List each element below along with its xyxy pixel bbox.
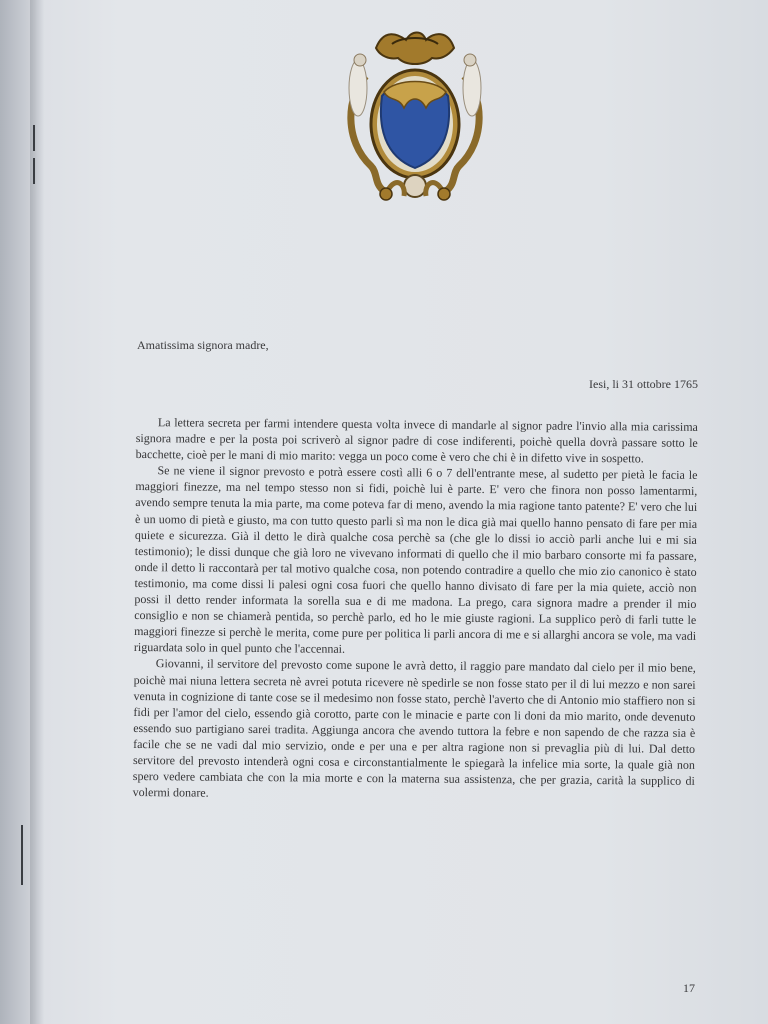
letter-salutation: Amatissima signora madre,: [137, 338, 269, 352]
binding-mark: [33, 125, 35, 151]
letter-paragraph: Se ne viene il signor prevosto e potrà essere costì alli 6 o 7 dell'entrante mese, al sudetto per pietà le facia le maggiori finezze, ma nel tempo stesso non si fidi, poichè lui è parte. E' vero che finora non posso lamentarmi, avendo sempre tenuta la mia parte, ma come poteva far di meno, avendo la mia ragione tanto patente? E' vero che lui è un uomo di pietà e giusto, ma con tutto questo parli sì ma non le dica già mai quello hanno pensato di fare per mia quiete e sicurezza. Già il detto le dirà qualche cosa perchè sa (che gle lo dissi io acciò parli anche lui e mi sia testimonio); le dissi dunque che già loro ne vivevano informati di quello che il mio barbaro consorte mi fa passare, onde il detto li raccontarà per tal motivo qualche cosa, non potendo contradire a quello che mio zio canonico è stato testimonio, ma come dissi li palesi ogni cosa fuori che quello hanno divisato di fare per la mia quiete, acciò non possi il detto render informata la sorella sua e di me madona. La prego, cara signora madre a prender il mio consiglio e non se chiamerà pentida, so perchè parlo, ed ho le mie giuste ragioni. La supplico però di farli tutte le maggiori finezze si perchè le merita, come pure per politica li parli ancora di me e si allarghi ancora se vole, ma vadi riguardata solo in quel punto che l'accennai.: [133, 463, 698, 657]
letter-dateline: Iesi, li 31 ottobre 1765: [589, 377, 698, 391]
coat-of-arms-icon: [336, 26, 494, 208]
letter-body: [133, 414, 698, 805]
binding-mark: [21, 825, 23, 885]
page-number: 17: [683, 981, 695, 995]
binding-mark: [33, 158, 35, 184]
letter-paragraph: Giovanni, il servitore del prevosto come supone le avrà detto, il raggio pare mandato dal cielo per il mio bene, poichè mai niuna lettera secreta nè avrei potuta ricevere nè spedirle se non fosse stato per il di lui mezzo e non sarei venuta in cognizione di tante cose se il medesimo non fosse stato, perchè l'averto che di Antonio mio staffiero non si fidi per l'amor del cielo, essendo già corotto, parte con le minacie e parte con li doni da mio marito, onde devenuto essendo suo partigiano sarei tradita. Aggiunga ancora che avendo tuttora la febre e non sapendo de che razza sia è facile che se ne vadi dal mio servizio, onde e per una e per altra ragione non si prevaglia più di lui. Dal detto servitore del prevosto intenderà ogni cosa e circonstantialmente le spiegarà la infelice mia sorte, la quale già non spero vedere cambiata che con la mia morte e con la materna sua assistenza, che per grazia, carità la supplico di volermi donare.: [132, 656, 696, 800]
gutter-shadow: [30, 0, 44, 1024]
letter-paragraph: La lettera secreta per farmi intendere questa volta invece di mandarle al signor padre l'invio alla mia carissima signora madre e per la posta poi scriverò al signor padre di cose indiferenti, poichè quella dovrà passare sotto le bacchette, cioè per le mani di mio marito: vegga un poco come è vero che chi è in difetto vive in sospetto.: [135, 415, 698, 466]
